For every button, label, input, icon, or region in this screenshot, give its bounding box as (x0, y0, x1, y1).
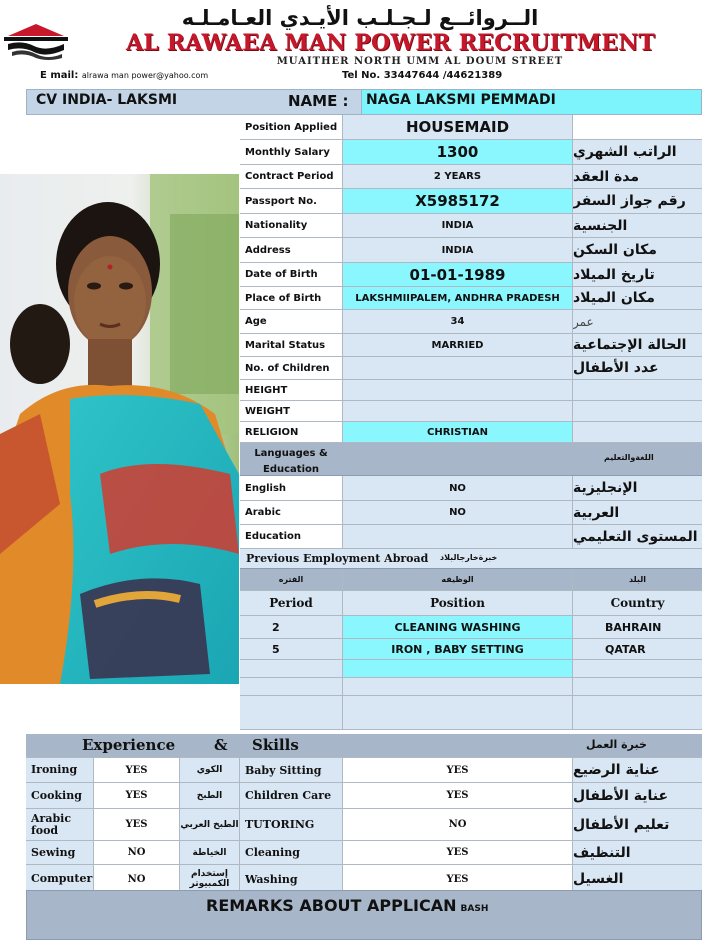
company-name: AL RAWAEA MAN POWER RECRUITMENT (126, 30, 656, 56)
detail-label: Nationality (240, 214, 343, 237)
detail-value (343, 380, 573, 400)
skill-arabic-label: الخياطة (180, 841, 240, 864)
detail-arabic-label (573, 380, 702, 400)
skill-label-2: Children Care (240, 783, 343, 808)
detail-row (240, 287, 702, 310)
employment-country: BAHRAIN (573, 616, 702, 638)
skills-heading-arabic: خبرة العمل (586, 738, 647, 751)
detail-value: 01-01-1989 (343, 263, 573, 286)
detail-arabic-label: الحالة الإجتماعية (573, 334, 702, 356)
applicant-name: NAGA LAKSMI PEMMADI (366, 92, 556, 108)
detail-label: Monthly Salary (240, 140, 343, 164)
languages-heading (240, 443, 702, 476)
skill-value: YES (94, 783, 180, 808)
skill-label-2: Baby Sitting (240, 758, 343, 782)
detail-row (240, 310, 702, 334)
detail-value: HOUSEMAID (343, 115, 573, 139)
skill-value: YES (94, 809, 180, 840)
detail-label: Marital Status (240, 334, 343, 356)
employment-period: 5 (240, 639, 343, 659)
employment-header: Period (240, 591, 343, 615)
employment-heading (240, 549, 702, 569)
language-label: Arabic (240, 501, 343, 524)
skill-value: YES (94, 758, 180, 782)
skill-arabic-label-2: التنظيف (573, 841, 702, 864)
employment-row (240, 639, 702, 660)
remarks-title: REMARKS ABOUT APPLICAN (206, 896, 457, 915)
email-value: alrawa man power@yahoo.com (81, 71, 209, 80)
detail-row (240, 401, 702, 422)
detail-row (240, 165, 702, 189)
language-arabic-label: المستوى التعليمي (573, 525, 702, 548)
detail-row (240, 334, 702, 357)
cv-label: CV INDIA- LAKSMI (36, 92, 178, 108)
skills-heading-amp: & (214, 736, 228, 754)
employment-heading-label: Previous Employment Abroad (246, 552, 429, 565)
language-row (240, 501, 702, 525)
employment-position: IRON , BABY SETTING (343, 639, 573, 659)
detail-arabic-label: عدد الأطفال (573, 357, 702, 379)
employment-arabic-header: الفتره (240, 569, 343, 590)
detail-label: RELIGION (240, 422, 343, 442)
detail-arabic-label: عمر (573, 310, 702, 333)
detail-label: Place of Birth (240, 287, 343, 309)
remarks-note: BASH (460, 904, 489, 914)
detail-arabic-label: رقم جواز السفر (573, 189, 702, 213)
skill-arabic-label: الطبخ العربي (180, 809, 240, 840)
language-arabic-label: العربية (573, 501, 702, 524)
telephone: Tel No. 33447644 /44621389 (342, 70, 503, 81)
employment-row (240, 616, 702, 639)
detail-arabic-label: الجنسية (573, 214, 702, 237)
detail-row (240, 357, 702, 380)
skill-arabic-label-2: عناية الأطفال (573, 783, 702, 808)
skill-row (26, 809, 702, 841)
employment-row (240, 660, 702, 678)
skill-value-2: NO (343, 809, 573, 840)
detail-arabic-label (573, 115, 702, 139)
employment-arabic-header: الوظيفه (343, 569, 573, 590)
detail-arabic-label: الراتب الشهري (573, 140, 702, 164)
skill-arabic-label: إستخدام الكمبيوتر (180, 865, 240, 893)
email-label: E mail: (40, 70, 79, 81)
detail-value: INDIA (343, 238, 573, 262)
skill-row (26, 841, 702, 865)
detail-label: HEIGHT (240, 380, 343, 400)
skill-value-2: YES (343, 758, 573, 782)
language-value: NO (343, 476, 573, 500)
employment-position (343, 660, 573, 677)
skill-arabic-label-2: الغسيل (573, 865, 702, 893)
employment-position (343, 678, 573, 695)
skills-heading-experience: Experience (82, 736, 176, 754)
languages-heading-arabic: اللغةوالتعليم (604, 453, 654, 462)
language-row (240, 525, 702, 549)
applicant-photo (0, 174, 239, 684)
detail-row (240, 140, 702, 165)
employment-country: QATAR (573, 639, 702, 659)
name-label: NAME : (288, 92, 349, 110)
employment-blank-row (240, 696, 702, 730)
skill-label: Ironing (26, 758, 94, 782)
detail-row (240, 422, 702, 443)
detail-arabic-label (573, 401, 702, 421)
language-label: English (240, 476, 343, 500)
detail-value (343, 357, 573, 379)
employment-blank-cell (573, 696, 702, 729)
detail-label: Position Applied (240, 115, 343, 139)
detail-label: No. of Children (240, 357, 343, 379)
skill-value: NO (94, 841, 180, 864)
employment-blank-cell (343, 696, 573, 729)
employment-row (240, 678, 702, 696)
detail-row (240, 214, 702, 238)
skill-label-2: TUTORING (240, 809, 343, 840)
detail-arabic-label: مكان السكن (573, 238, 702, 262)
detail-value: X5985172 (343, 189, 573, 213)
employment-header: Country (610, 596, 665, 610)
skill-value-2: YES (343, 865, 573, 893)
detail-arabic-label: مدة العقد (573, 165, 702, 188)
detail-row (240, 189, 702, 214)
skill-arabic-label-2: تعليم الأطفال (573, 809, 702, 840)
arabic-company-name: الــروائــع لـجـلـب الأيـدي العـامـلـه (181, 6, 539, 30)
employment-period (240, 678, 343, 695)
detail-value: 1300 (343, 140, 573, 164)
language-value: NO (343, 501, 573, 524)
employment-header-row (240, 591, 702, 616)
detail-arabic-label (573, 422, 702, 442)
detail-arabic-label: تاريخ الميلاد (573, 263, 702, 286)
detail-label: WEIGHT (240, 401, 343, 421)
detail-row (240, 380, 702, 401)
employment-heading-arabic: خبرةخارجالبلاد (440, 553, 498, 562)
detail-label: Date of Birth (240, 263, 343, 286)
detail-row (240, 238, 702, 263)
company-address: MUAITHER NORTH UMM AL DOUM STREET (276, 56, 564, 67)
language-label: Education (240, 525, 343, 548)
employment-country (573, 660, 702, 677)
detail-row (240, 115, 702, 140)
detail-value: LAKSHMIIPALEM, ANDHRA PRADESH (343, 287, 573, 309)
remarks-label (206, 896, 488, 915)
language-arabic-label: الإنجليزية (573, 476, 702, 500)
detail-value: INDIA (343, 214, 573, 237)
detail-label: Address (240, 238, 343, 262)
language-value (343, 525, 573, 548)
skill-row (26, 783, 702, 809)
detail-value: 34 (343, 310, 573, 333)
employment-arabic-header: البلد (629, 575, 646, 584)
skill-label: Sewing (26, 841, 94, 864)
employment-period (240, 660, 343, 677)
skill-arabic-label-2: عناية الرضيع (573, 758, 702, 782)
detail-value: CHRISTIAN (343, 422, 573, 442)
skill-value: NO (94, 865, 180, 893)
detail-value: 2 YEARS (343, 165, 573, 188)
detail-arabic-label: مكان الميلاد (573, 287, 702, 309)
skills-heading-row (26, 734, 702, 758)
skill-row (26, 758, 702, 783)
detail-value (343, 401, 573, 421)
skill-label: Arabic food (26, 809, 94, 840)
language-row (240, 476, 702, 501)
company-logo (2, 22, 70, 62)
employment-header: Position (343, 591, 573, 615)
skill-value-2: YES (343, 783, 573, 808)
detail-value: MARRIED (343, 334, 573, 356)
employment-country (573, 678, 702, 695)
employment-arabic-header-row (240, 569, 702, 591)
skill-value-2: YES (343, 841, 573, 864)
email-line (40, 70, 208, 81)
skills-heading-skills: Skills (252, 736, 299, 754)
languages-heading-label: Languages & Education (254, 448, 328, 475)
detail-label: Passport No. (240, 189, 343, 213)
employment-position: CLEANING WASHING (343, 616, 573, 638)
skill-label: Computer (26, 865, 94, 893)
employment-blank-cell (240, 696, 343, 729)
detail-label: Contract Period (240, 165, 343, 188)
detail-row (240, 263, 702, 287)
skill-arabic-label: الكوي (180, 758, 240, 782)
skill-label: Cooking (26, 783, 94, 808)
skill-label-2: Cleaning (240, 841, 343, 864)
detail-label: Age (240, 310, 343, 333)
skill-label-2: Washing (240, 865, 343, 893)
employment-period: 2 (240, 616, 343, 638)
skill-arabic-label: الطبخ (180, 783, 240, 808)
